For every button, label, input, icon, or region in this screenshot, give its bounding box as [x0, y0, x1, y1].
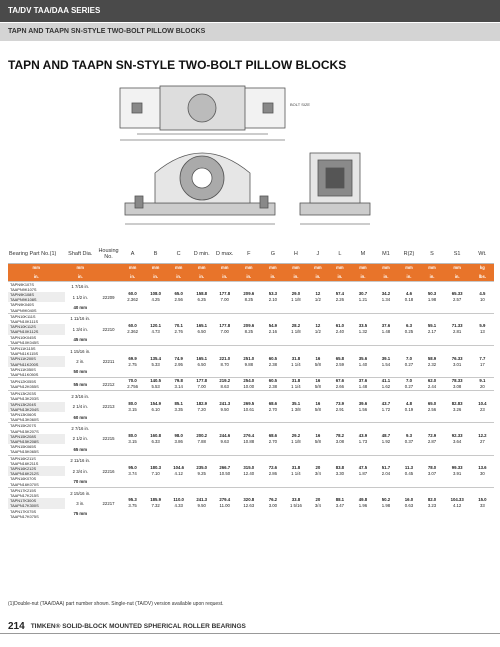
dimension-cell-wt: 7.7 17: [471, 345, 494, 377]
dimension-cell-h: 29.2 1 1/8: [284, 423, 307, 455]
housing-number-cell: 22209: [96, 281, 121, 313]
column-header: H: [284, 246, 307, 263]
column-header: G: [261, 246, 284, 263]
unit-cell: in.: [374, 272, 397, 281]
shaft-dia-cell: 2 11/16 in.: [65, 455, 96, 466]
unit-cell: in.: [284, 272, 307, 281]
shaft-dia-cell: 50 mm: [73, 369, 88, 375]
dimension-cell-j: 16 5/8: [307, 423, 328, 455]
dimension-cell-wt: 13.6 30: [471, 455, 494, 487]
dimension-cell-s: 82.0 3.23: [421, 487, 444, 519]
dimension-cell-l: 61.0 2.40: [328, 313, 351, 345]
table-row: [8, 455, 494, 466]
part-number-cell: TAPN15K065S TAAPN15K065S: [10, 444, 39, 455]
unit-cell: in.: [8, 272, 65, 281]
unit-cell: mm: [236, 263, 261, 272]
dimension-cell-l: 83.8 3.30: [328, 455, 351, 487]
dimension-cell-m1: 34.2 1.34: [374, 281, 397, 313]
shaft-dia-cell: 2 in.: [76, 359, 85, 365]
dimension-cell-dmin: 182.9 7.20: [190, 391, 213, 423]
dimension-cell-f: 320.8 12.63: [236, 487, 261, 519]
unit-cell: kg: [471, 263, 494, 272]
unit-cell: in.: [397, 272, 420, 281]
dimension-cell-wt: 15.0 33: [471, 487, 494, 519]
dimension-cell-m: 37.6 1.48: [351, 378, 374, 391]
shaft-dia-cell: 75 mm: [73, 511, 88, 517]
dimension-cell-dmin: 158.8 6.25: [190, 281, 213, 313]
dimension-cell-a: 69.9 2.75: [121, 345, 144, 377]
shaft-dia-cell: 2 1/4 in.: [72, 404, 88, 410]
dimension-cell-dmax: 177.8 7.00: [213, 313, 236, 345]
dimension-cell-j: 20 3/4: [307, 487, 328, 519]
dimension-cell-l: 65.8 2.59: [328, 345, 351, 377]
dimension-cell-wt: 5.9 13: [471, 313, 494, 345]
unit-cell: in.: [421, 272, 444, 281]
dimension-cell-g: 72.6 2.86: [261, 455, 284, 487]
dimension-cell-h: 31.8 1 1/4: [284, 455, 307, 487]
column-header: S1: [444, 246, 471, 263]
dimension-cell-dmax: 219.2 8.63: [213, 378, 236, 391]
column-header: Bearing Part No.(1): [8, 246, 65, 263]
unit-cell: in.: [307, 272, 328, 281]
series-header: TA/DV TAA/DAA SERIES: [0, 0, 500, 22]
dimension-cell-wt: 10.4 23: [471, 391, 494, 423]
unit-cell: mm: [351, 263, 374, 272]
dimension-cell-m1: 51.7 2.04: [374, 455, 397, 487]
dimension-cell-r: 4.6 0.18: [397, 281, 420, 313]
part-number-cell: TAPN17K300S TAAPN17K300S: [8, 498, 65, 508]
dimension-cell-m: 33.5 1.32: [351, 313, 374, 345]
dimension-cell-s1: 99.33 3.91: [444, 455, 471, 487]
column-header: A: [121, 246, 144, 263]
part-number-cell: TAPN9K107S TAAPN9K107S: [8, 281, 65, 292]
dimension-cell-g: 54.9 2.16: [261, 313, 284, 345]
unit-cell: in.: [213, 272, 236, 281]
dimension-cell-m1: 48.7 1.92: [374, 423, 397, 455]
shaft-dia-cell: 40 mm: [73, 305, 88, 311]
column-header: L: [328, 246, 351, 263]
dimension-cell-a: 60.0 2.362: [121, 313, 144, 345]
dimension-cell-s: 55.1 2.17: [421, 313, 444, 345]
dimension-cell-c: 85.1 3.35: [167, 391, 190, 423]
unit-cell: in.: [236, 272, 261, 281]
dimension-cell-m: 47.5 1.87: [351, 455, 374, 487]
dimension-cell-a: 80.0 3.15: [121, 423, 144, 455]
dimension-cell-f: 315.0 12.40: [236, 455, 261, 487]
dimensions-table: [8, 246, 494, 519]
housing-number-cell: 22215: [96, 423, 121, 455]
part-number-cell: TAPN15K207S TAAPN15K207S: [8, 423, 65, 434]
shaft-dia-cell: 65 mm: [73, 446, 88, 452]
unit-cell: mm: [167, 263, 190, 272]
part-number-cell: TAPN17K215S TAAPN17K215S: [8, 487, 65, 498]
part-number-cell: TAPN15K208S TAAPN15K208S: [8, 434, 65, 444]
dimension-cell-b: 135.4 5.33: [144, 345, 167, 377]
part-number-cell: TAPN16K211S TAAPN16K211S: [8, 455, 65, 466]
dimension-cell-m: 43.9 1.73: [351, 423, 374, 455]
dimensions-table-wrap: [8, 246, 494, 519]
dimension-cell-f: 269.5 10.61: [236, 391, 261, 423]
page-title: TAPN AND TAAPN SN-STYLE TWO-BOLT PILLOW BLOCKS: [8, 58, 347, 72]
dimension-cell-m: 30.7 1.21: [351, 281, 374, 313]
column-header: M: [351, 246, 374, 263]
housing-number-cell: 22213: [96, 391, 121, 423]
dimension-cell-l: 78.2 3.08: [328, 423, 351, 455]
dimension-cell-wt: 12.2 27: [471, 423, 494, 455]
part-number-cell: TAPN9K108S TAAPN9K108S: [8, 292, 65, 302]
dimension-cell-dmax: 241.3 9.50: [213, 391, 236, 423]
dimension-cell-m1: 39.1 1.54: [374, 345, 397, 377]
part-number-cell: TAPN10K111S TAAPN10K111S: [8, 313, 65, 324]
dimension-cell-r: 6.3 0.25: [397, 313, 420, 345]
shaft-dia-cell: 1 7/16 in.: [65, 281, 96, 292]
part-number-cell: TAPN13K203S TAAPN13K203S: [8, 391, 65, 402]
shaft-dia-cell: 1 11/16 in.: [65, 313, 96, 324]
unit-cell: [96, 263, 121, 272]
dimension-cell-f: 254.0 10.00: [236, 378, 261, 391]
dimension-cell-s1: 82.83 3.26: [444, 391, 471, 423]
page-number: 214: [8, 620, 25, 632]
dimension-cell-j: 16 5/8: [307, 391, 328, 423]
part-number-cell: TAPN11K200S TAAPN11K200S: [8, 356, 65, 366]
part-number-cell: TAPN17K075S TAAPN17K075S: [10, 508, 39, 519]
unit-cell: in.: [65, 272, 96, 281]
dimension-cell-s1: 78.33 3.08: [444, 378, 471, 391]
part-number-cell: TAPN13K060S TAAPN13K060S: [10, 411, 39, 423]
unit-cell: in.: [444, 272, 471, 281]
housing-number-cell: 22210: [96, 313, 121, 345]
dimension-cell-c: 104.6 4.12: [167, 455, 190, 487]
dimension-cell-f: 251.0 9.88: [236, 345, 261, 377]
dimension-cell-a: 95.3 3.75: [121, 487, 144, 519]
column-header: R(2): [397, 246, 420, 263]
bolt-size-label: BOLT SIZE: [290, 102, 311, 107]
units-mm-row: [8, 263, 494, 272]
units-in-row: [8, 272, 494, 281]
dimension-cell-f: 209.6 8.25: [236, 281, 261, 313]
dimension-cell-s: 65.0 2.56: [421, 391, 444, 423]
dimension-cell-b: 160.8 6.33: [144, 423, 167, 455]
part-number-cell: TAPN10K045S TAAPN10K045S: [10, 334, 39, 345]
dimension-cell-dmax: 177.8 7.00: [213, 281, 236, 313]
dimension-cell-m1: 43.7 1.72: [374, 391, 397, 423]
dimension-cell-dmax: 279.4 11.00: [213, 487, 236, 519]
dimension-cell-s: 58.9 2.32: [421, 345, 444, 377]
unit-cell: mm: [144, 263, 167, 272]
dimension-cell-r: 16.0 0.63: [397, 487, 420, 519]
shaft-dia-cell: 2 3/16 in.: [65, 391, 96, 402]
dimension-cell-wt: 4.5 10: [471, 281, 494, 313]
unit-cell: in.: [328, 272, 351, 281]
unit-cell: mm: [444, 263, 471, 272]
unit-cell: mm: [261, 263, 284, 272]
part-number-cell: TAPN16K212S TAAPN16K212S: [8, 466, 65, 476]
column-header: C: [167, 246, 190, 263]
dimension-cell-c: 110.0 4.33: [167, 487, 190, 519]
unit-cell: mm: [374, 263, 397, 272]
unit-cell: in.: [167, 272, 190, 281]
shaft-dia-cell: 60 mm: [73, 414, 88, 420]
part-number-cell: TAPN16K070S TAAPN16K070S: [10, 476, 39, 487]
dimension-cell-r: 7.0 0.27: [397, 378, 420, 391]
part-number-cell: TAPN13K204S TAAPN13K204S: [8, 402, 65, 412]
column-header: F: [236, 246, 261, 263]
dimension-cell-a: 70.0 2.756: [121, 378, 144, 391]
dimension-cell-b: 185.9 7.32: [144, 487, 167, 519]
dimension-cell-b: 120.1 4.73: [144, 313, 167, 345]
unit-cell: mm: [397, 263, 420, 272]
housing-number-cell: 22211: [96, 345, 121, 377]
unit-cell: mm: [65, 263, 96, 272]
shaft-dia-cell: 2 3/4 in.: [72, 468, 88, 474]
dimension-cell-dmax: 221.0 8.70: [213, 345, 236, 377]
dimension-cell-j: 16 5/8: [307, 345, 328, 377]
dimension-cell-dmin: 165.1 6.50: [190, 345, 213, 377]
dimension-cell-f: 209.6 8.25: [236, 313, 261, 345]
dimension-cell-r: 7.0 0.27: [397, 345, 420, 377]
dimension-cell-m1: 50.2 1.98: [374, 487, 397, 519]
column-header: Shaft Dia.: [65, 246, 96, 263]
dimension-cell-g: 68.6 2.70: [261, 391, 284, 423]
dimension-cell-a: 95.0 3.74: [121, 455, 144, 487]
dimension-cell-s: 72.9 2.87: [421, 423, 444, 455]
column-header: J: [307, 246, 328, 263]
column-header: S: [421, 246, 444, 263]
dimension-cell-r: 11.3 0.45: [397, 455, 420, 487]
front-view-drawing: [125, 153, 275, 224]
dimension-cell-f: 276.4 10.88: [236, 423, 261, 455]
dimension-cell-j: 20 3/4: [307, 455, 328, 487]
dimension-cell-s1: 65.33 2.57: [444, 281, 471, 313]
dimension-cell-g: 60.5 2.38: [261, 345, 284, 377]
dimension-cell-m: 35.6 1.40: [351, 345, 374, 377]
dimension-cell-dmax: 266.7 10.50: [213, 455, 236, 487]
dimension-cell-m1: 37.6 1.48: [374, 313, 397, 345]
dimension-cell-c: 98.0 3.86: [167, 423, 190, 455]
unit-cell: mm: [121, 263, 144, 272]
dimension-cell-g: 68.6 2.70: [261, 423, 284, 455]
unit-cell: mm: [190, 263, 213, 272]
unit-cell: in.: [261, 272, 284, 281]
column-header: D min.: [190, 246, 213, 263]
dimension-cell-h: 31.8 1 1/4: [284, 378, 307, 391]
dimension-cell-dmin: 200.2 7.88: [190, 423, 213, 455]
dimension-cell-a: 60.0 2.362: [121, 281, 144, 313]
footnote: (1)Double-nut (TAA/DAA) part number shown. Single-nut (TA/DV) version available upon request.: [8, 601, 224, 607]
shaft-dia-cell: 1 1/2 in.: [72, 294, 88, 300]
housing-number-cell: 22217: [96, 487, 121, 519]
footer-text: TIMKEN® SOLID-BLOCK MOUNTED SPHERICAL ROLLER BEARINGS: [30, 622, 246, 630]
dimension-cell-l: 67.6 2.66: [328, 378, 351, 391]
part-number-cell: TAPN11K050S TAAPN11K050S: [10, 366, 39, 377]
dimension-cell-h: 33.8 1 5/16: [284, 487, 307, 519]
dimension-cell-c: 74.9 2.95: [167, 345, 190, 377]
dimension-cell-b: 180.3 7.10: [144, 455, 167, 487]
dimension-cell-m: 39.6 1.56: [351, 391, 374, 423]
dimension-cell-dmin: 235.0 9.25: [190, 455, 213, 487]
unit-cell: in.: [144, 272, 167, 281]
dimension-cell-m: 49.8 1.96: [351, 487, 374, 519]
dimension-cell-s1: 71.33 2.81: [444, 313, 471, 345]
section-subheader: TAPN AND TAAPN SN-STYLE TWO-BOLT PILLOW BLOCKS: [0, 23, 500, 41]
side-view-drawing: [300, 153, 370, 224]
unit-cell: mm: [284, 263, 307, 272]
shaft-dia-cell: 70 mm: [73, 479, 88, 485]
dimension-cell-j: 12 1/2: [307, 313, 328, 345]
shaft-dia-cell: 55 mm: [65, 378, 96, 391]
part-number-cell: TAPN10K112S TAAPN10K112S: [8, 324, 65, 334]
dimension-cell-s: 62.0 2.44: [421, 378, 444, 391]
shaft-dia-cell: 2 1/2 in.: [72, 436, 88, 442]
unit-cell: mm: [8, 263, 65, 272]
table-row: [8, 487, 494, 498]
table-row: [8, 281, 494, 292]
dimension-cell-c: 79.8 3.14: [167, 378, 190, 391]
part-number-cell: TAPN9K040S TAAPN9K040S: [10, 302, 37, 313]
dimension-cell-m1: 41.1 1.62: [374, 378, 397, 391]
dimension-cell-s1: 92.33 3.64: [444, 423, 471, 455]
pillow-block-drawings: [100, 78, 400, 238]
shaft-dia-cell: 1 3/4 in.: [72, 326, 88, 332]
dimension-cell-a: 80.0 3.15: [121, 391, 144, 423]
column-header: D max.: [213, 246, 236, 263]
dimension-cell-dmin: 177.8 7.00: [190, 378, 213, 391]
dimension-cell-g: 53.3 2.10: [261, 281, 284, 313]
dimension-cell-h: 31.8 1 1/4: [284, 345, 307, 377]
unit-cell: in.: [121, 272, 144, 281]
dimension-cell-s1: 76.33 3.01: [444, 345, 471, 377]
dimension-cell-dmin: 165.1 6.50: [190, 313, 213, 345]
dimension-cell-l: 57.4 2.26: [328, 281, 351, 313]
dimension-cell-s: 50.3 1.98: [421, 281, 444, 313]
dimension-cell-r: 9.3 0.37: [397, 423, 420, 455]
column-header: Housing No.: [96, 246, 121, 263]
top-view-drawing: [120, 86, 285, 140]
table-row: [8, 345, 494, 356]
unit-cell: lbs.: [471, 272, 494, 281]
dimension-cell-g: 76.2 3.00: [261, 487, 284, 519]
dimension-cell-g: 60.5 2.38: [261, 378, 284, 391]
housing-number-cell: 22212: [96, 378, 121, 391]
unit-cell: in.: [190, 272, 213, 281]
dimension-cell-b: 154.9 6.10: [144, 391, 167, 423]
dimension-cell-c: 70.1 2.76: [167, 313, 190, 345]
housing-number-cell: 22216: [96, 455, 121, 487]
dimension-cell-s: 78.0 3.07: [421, 455, 444, 487]
page-footer: [8, 620, 246, 632]
dimension-cell-h: 35.1 1 3/8: [284, 391, 307, 423]
dimension-cell-j: 12 1/2: [307, 281, 328, 313]
shaft-dia-cell: 2 7/16 in.: [65, 423, 96, 434]
dimension-cell-dmax: 244.6 9.63: [213, 423, 236, 455]
dimension-cell-wt: 9.1 20: [471, 378, 494, 391]
table-row: [8, 378, 494, 391]
table-row: [8, 391, 494, 402]
dimension-cell-l: 88.1 3.47: [328, 487, 351, 519]
table-row: [8, 313, 494, 324]
unit-cell: mm: [307, 263, 328, 272]
unit-cell: [96, 272, 121, 281]
table-header-row: [8, 246, 494, 263]
footer-divider: [0, 633, 500, 634]
dimension-cell-h: 28.2 1 1/8: [284, 313, 307, 345]
unit-cell: mm: [421, 263, 444, 272]
table-row: [8, 423, 494, 434]
unit-cell: mm: [328, 263, 351, 272]
dimension-cell-c: 65.0 2.56: [167, 281, 190, 313]
dimension-cell-h: 29.0 1 1/8: [284, 281, 307, 313]
unit-cell: in.: [351, 272, 374, 281]
dimension-cell-l: 73.9 2.91: [328, 391, 351, 423]
dimension-cell-b: 140.5 5.53: [144, 378, 167, 391]
column-header: Wt.: [471, 246, 494, 263]
part-number-cell: TAPN11K115S TAAPN11K115S: [8, 345, 65, 356]
dimension-cell-dmin: 241.3 9.50: [190, 487, 213, 519]
dimension-cell-r: 4.8 0.19: [397, 391, 420, 423]
dimension-cell-s1: 104.33 4.12: [444, 487, 471, 519]
column-header: B: [144, 246, 167, 263]
shaft-dia-cell: 1 15/16 in.: [65, 345, 96, 356]
table-body: [8, 281, 494, 519]
unit-cell: mm: [213, 263, 236, 272]
shaft-dia-cell: 3 in.: [76, 500, 85, 506]
dimension-cell-j: 16 5/8: [307, 378, 328, 391]
shaft-dia-cell: 45 mm: [73, 337, 88, 343]
column-header: M1: [374, 246, 397, 263]
shaft-dia-cell: 2 15/16 in.: [65, 487, 96, 498]
part-number-cell: TAPN12K055S TAAPN12K055S: [8, 378, 65, 391]
dimension-cell-b: 108.0 4.25: [144, 281, 167, 313]
